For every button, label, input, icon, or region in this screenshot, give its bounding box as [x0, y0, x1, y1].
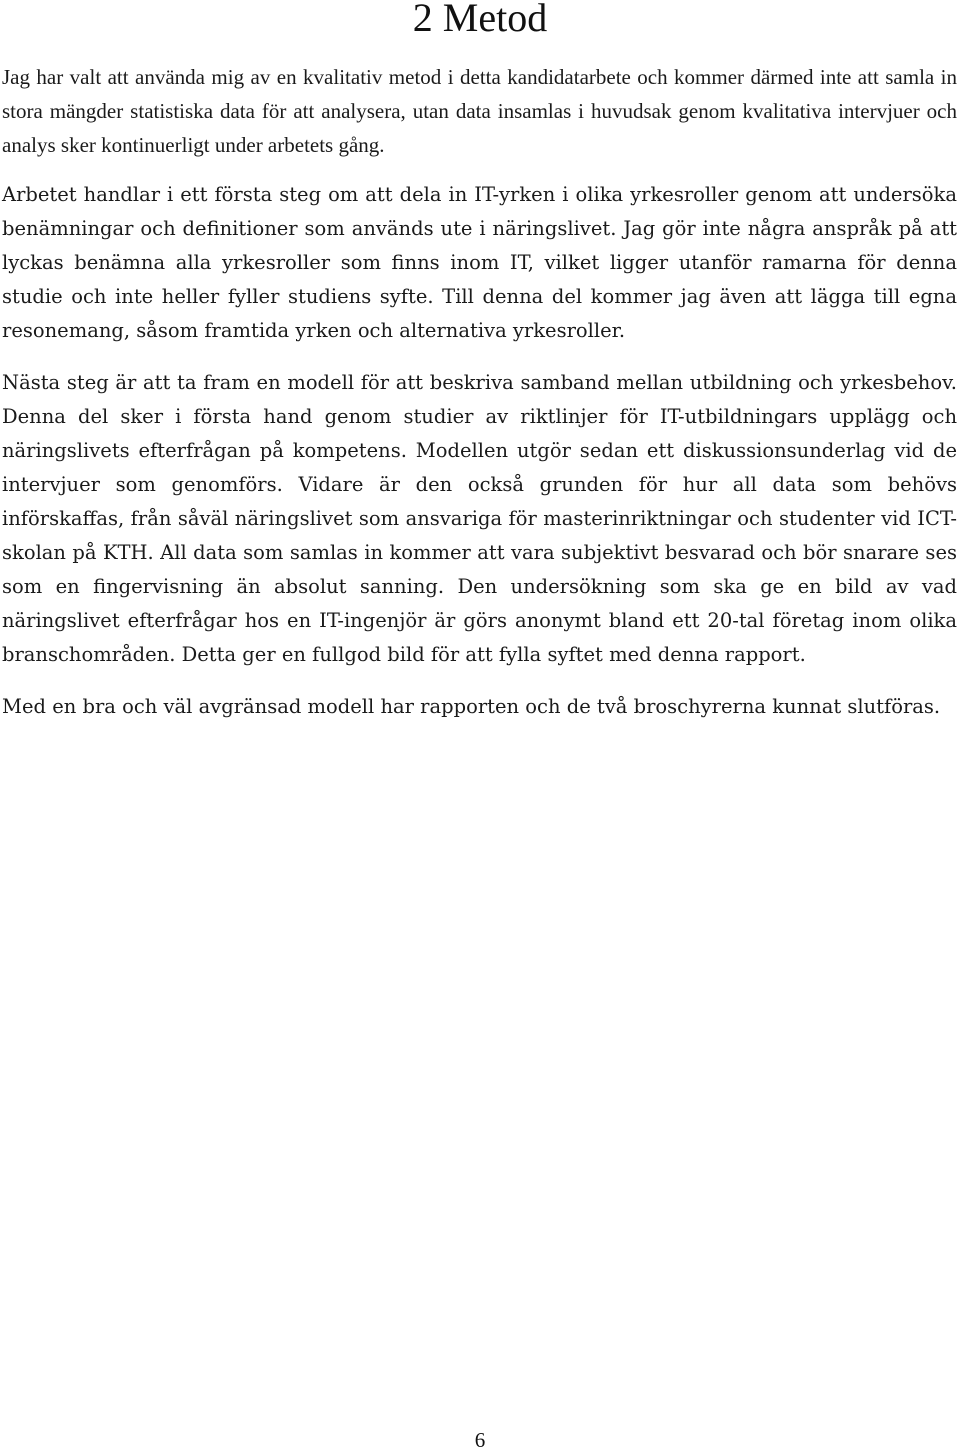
paragraph-first-step: Arbetet handlar i ett första steg om att dela in IT-yrken i olika yrkesroller genom att undersöka benämningar och definitioner som används ute i näringslivet. Jag gör inte några anspråk på att lyckas benämna alla yrkesroller som finns inom IT, vilket ligger utanför ramarna för denna studie och inte heller fyller studiens syfte. Till denna del kommer jag även att lägga till egna resonemang, såsom framtida yrken och alternativa yrkesroller.	[2, 183, 957, 342]
paragraph-next-step: Nästa steg är att ta fram en modell för att beskriva samband mellan utbildning och yrkesbehov. Denna del sker i första hand genom studier av riktlinjer för IT-utbildningars upplägg och näringslivets efterfrågan på kompetens. Modellen utgör sedan ett diskussionsunderlag vid de intervjuer som genomförs. Vidare är den också grunden för hur all data som behövs införskaffas, från såväl näringslivet som ansvariga för masterinriktningar och studenter vid ICT-skolan på KTH. All data som samlas in kommer att vara subjektivt besvarad och bör snarare ses som en fingervisning än absolut sanning. Den undersökning som ska ge en bild av vad näringslivet efterfrågar hos en IT-ingenjör är görs anonymt bland ett 20-tal företag inom olika branschområden. Detta ger en fullgod bild för att fylla syftet med denna rapport.	[2, 371, 957, 666]
paragraph-method-choice: Jag har valt att använda mig av en kvalitativ metod i detta kandidatarbete och kommer därmed inte att samla in stora mängder statistiska data för att analysera, utan data insamlas i huvudsak genom kvalitativa intervjuer och analys sker kontinuerligt under arbetets gång.	[2, 65, 957, 157]
page-number: 6	[474, 1428, 486, 1452]
section-heading: 2 Metod	[412, 0, 548, 40]
body-text	[2, 60, 957, 724]
paragraph-conclusion: Med en bra och väl avgränsad modell har rapporten och de två broschyrerna kunnat slutföras.	[2, 695, 941, 718]
